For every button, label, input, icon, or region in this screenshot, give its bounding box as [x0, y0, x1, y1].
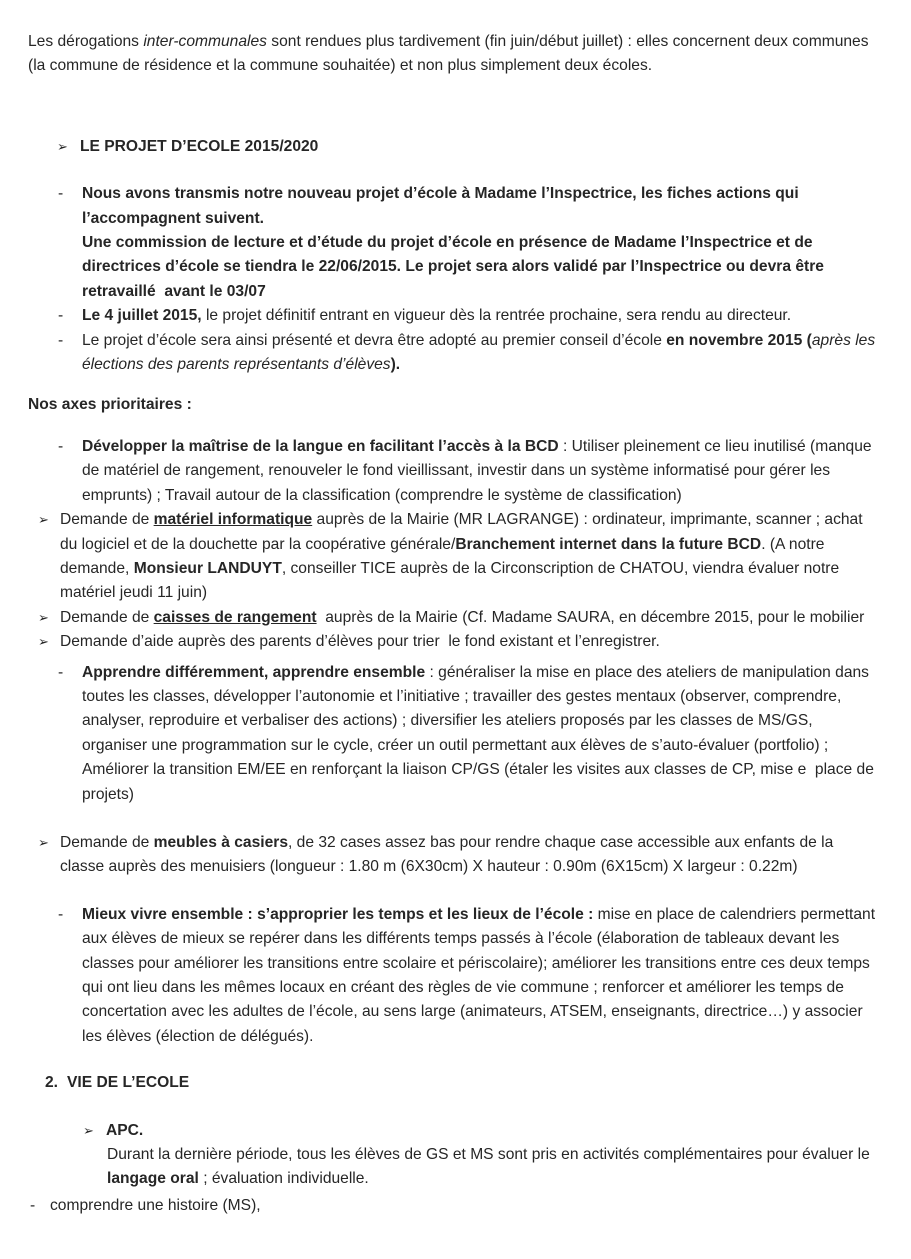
text-run: Branchement internet dans la future BCD: [455, 535, 762, 553]
item-demande-meubles-casiers-text: [60, 831, 880, 880]
text-run: Une commission de lecture et d’étude du projet d’école en présence de Madame l’Inspectrice et de directrices d’école se tiendra le 22/06/2015. Le projet sera alors validé par l’Inspectrice ou devra être retravaillé avant le 03/07: [82, 234, 829, 300]
para-apc-detail: [0, 1143, 911, 1192]
item-4-juillet-text: [82, 304, 880, 328]
text-run: : Utiliser pleinement ce lieu inutilisé (manque de matériel de rangement, renouveler le fond vieillissant, investir dans un système informatisé pour gérer les emprunts) ; Travail autour de la classification (comprendre le système de classification): [82, 437, 876, 504]
dash-bullet-icon: -: [58, 663, 64, 681]
item-conseil-ecole-text: [82, 329, 880, 378]
dash-bullet-icon: -: [30, 1196, 36, 1214]
item-mieux-vivre-ensemble-text: [82, 903, 880, 1049]
text-run: . (A notre demande,: [60, 535, 829, 577]
item-conseil-ecole: [0, 329, 911, 378]
item-transmission-projet-text: [82, 182, 880, 304]
text-run: , de 32 cases assez bas pour rendre chaque case accessible aux enfants de la classe auprès des menuisiers (longueur : 1.80 m (6X30cm) X hauteur : 0.90m (6X15cm) X largeur : 0.22m): [60, 833, 838, 876]
arrow-bullet-icon: ➢: [57, 138, 68, 154]
arrow-bullet-icon: ➢: [38, 634, 49, 650]
arrow-bullet-icon: ➢: [38, 609, 49, 625]
heading-apc: [0, 1119, 911, 1143]
item-developper-langue-bcd-text: [82, 435, 880, 508]
text-run: Les dérogations: [28, 33, 144, 50]
item-apprendre-differemment-text: [82, 661, 880, 807]
text-run: Nous avons transmis notre nouveau projet d’école à Madame l’Inspectrice, les fiches actions qui l’accompagnent suivent.: [82, 185, 804, 227]
text-run: Apprendre différemment, apprendre ensemble: [82, 663, 426, 681]
item-demande-materiel-informatique-text: [60, 508, 880, 606]
text-run: en novembre 2015 (: [666, 331, 812, 349]
para-apc-detail-text: [107, 1143, 880, 1192]
text-run: inter-communales: [143, 33, 267, 50]
text-run: mise en place de calendriers permettant aux élèves de mieux se repérer dans les différents temps passés à l’école (élaboration de tableaux devant les classes pour améliorer les transitions entre scolaire et périscolaire); améliorer les transitions entre ces deux temps qui ont lieu dans les mêmes locaux en créant des règles de vie commune ; renforcer et améliorer les temps de concertation avec les adultes de l’école, au sens large (animateurs, ATSEM, enseignants, directrice…) y associer les élèves (élection de délégués).: [82, 905, 880, 1045]
text-run: Le 4 juillet 2015,: [82, 307, 202, 325]
text-run: auprès de la Mairie (Cf. Madame SAURA, en décembre 2015, pour le mobilier: [316, 608, 865, 626]
text-run: le projet définitif entrant en vigueur dès la rentrée prochaine, sera rendu au directeur.: [201, 307, 792, 325]
text-run: LE PROJET D’ECOLE 2015/2020: [80, 137, 319, 155]
text-run: Nos axes prioritaires :: [28, 396, 192, 414]
text-run: caisses de rangement: [153, 608, 317, 626]
text-run: Demande de: [60, 511, 154, 529]
dash-bullet-icon: -: [58, 331, 64, 349]
item-mieux-vivre-ensemble: [0, 903, 911, 1049]
item-developper-langue-bcd: [0, 435, 911, 508]
heading-apc-text: [106, 1119, 880, 1143]
text-run: auprès de la Mairie (MR LAGRANGE) : ordinateur, imprimante, scanner ; achat du logiciel et de la douchette par la coopérative générale/: [60, 511, 867, 553]
text-run: Demande d’aide auprès des parents d’élèves pour trier le fond existant et l’enregistrer.: [60, 633, 660, 651]
item-4-juillet: [0, 304, 911, 328]
text-run: Monsieur LANDUYT: [133, 559, 282, 577]
arrow-bullet-icon: ➢: [38, 834, 49, 850]
item-demande-caisses-rangement-text: [60, 606, 880, 630]
text-run: : généraliser la mise en place des ateliers de manipulation dans toutes les classes, développer l’autonomie et l’initiative ; travailler des gestes mentaux (observer, comprendre, analyser, reproduire et verbaliser des actions) ; diversifier les ateliers proposés par les classes de MS/GS, organiser une programmation sur le cycle, créer un outil permettant aux élèves de s’auto-évaluer (portfolio) ; Améliorer la transition EM/EE en renforçant la liaison CP/GS (étaler les visites aux classes de CP, mise e place de projets): [82, 663, 879, 803]
item-comprendre-histoire: [0, 1194, 911, 1218]
text-run: APC.: [106, 1121, 144, 1139]
text-run: langage oral: [107, 1170, 199, 1188]
item-demande-aide-parents: [0, 630, 911, 654]
text-run: ).: [390, 356, 401, 374]
label-axes-prioritaires: [0, 393, 911, 417]
text-run: Demande de: [60, 833, 154, 851]
item-demande-meubles-casiers: [0, 831, 911, 880]
text-run: comprendre une histoire (MS),: [50, 1196, 261, 1214]
text-run: après les élections des parents représentants d’élèves: [82, 331, 880, 374]
heading-vie-de-l-ecole: [0, 1071, 911, 1095]
intro-paragraph: [0, 30, 911, 79]
number-bullet: 2.: [45, 1074, 59, 1092]
dash-bullet-icon: -: [58, 905, 64, 923]
item-comprendre-histoire-text: [50, 1194, 880, 1218]
arrow-bullet-icon: ➢: [83, 1122, 94, 1138]
arrow-bullet-icon: ➢: [38, 512, 49, 528]
item-demande-aide-parents-text: [60, 630, 880, 654]
text-run: Durant la dernière période, tous les élèves de GS et MS sont pris en activités complémentaires pour évaluer le: [107, 1146, 875, 1164]
label-axes-prioritaires-text: [28, 393, 880, 417]
item-demande-materiel-informatique: [0, 508, 911, 606]
text-run: ; évaluation individuelle.: [198, 1170, 369, 1188]
text-run: VIE DE L’ECOLE: [67, 1074, 190, 1092]
text-run: matériel informatique: [153, 511, 313, 529]
text-run: Le projet d’école sera ainsi présenté et devra être adopté au premier conseil d’école: [82, 331, 667, 349]
text-run: Développer la maîtrise de la langue en facilitant l’accès à la BCD: [82, 437, 559, 455]
heading-vie-de-l-ecole-text: [67, 1071, 880, 1095]
dash-bullet-icon: -: [58, 437, 64, 455]
heading-projet-ecole-text: [80, 135, 880, 159]
item-transmission-projet: [0, 182, 911, 304]
text-run: meubles à casiers: [153, 833, 288, 851]
text-run: Mieux vivre ensemble : s’approprier les temps et les lieux de l’école :: [82, 905, 594, 923]
item-apprendre-differemment: [0, 661, 911, 807]
text-run: , conseiller TICE auprès de la Circonscription de CHATOU, viendra évaluer notre matériel jeudi 11 juin): [60, 559, 844, 602]
dash-bullet-icon: -: [58, 185, 64, 203]
heading-projet-ecole: [0, 135, 911, 159]
intro-paragraph-text: [28, 30, 880, 79]
item-demande-caisses-rangement: [0, 606, 911, 630]
text-run: sont rendues plus tardivement (fin juin/début juillet) : elles concernent deux communes (la commune de résidence et la commune souhaitée) et non plus simplement deux écoles.: [28, 33, 873, 75]
dash-bullet-icon: -: [58, 307, 64, 325]
text-run: Demande de: [60, 608, 154, 626]
